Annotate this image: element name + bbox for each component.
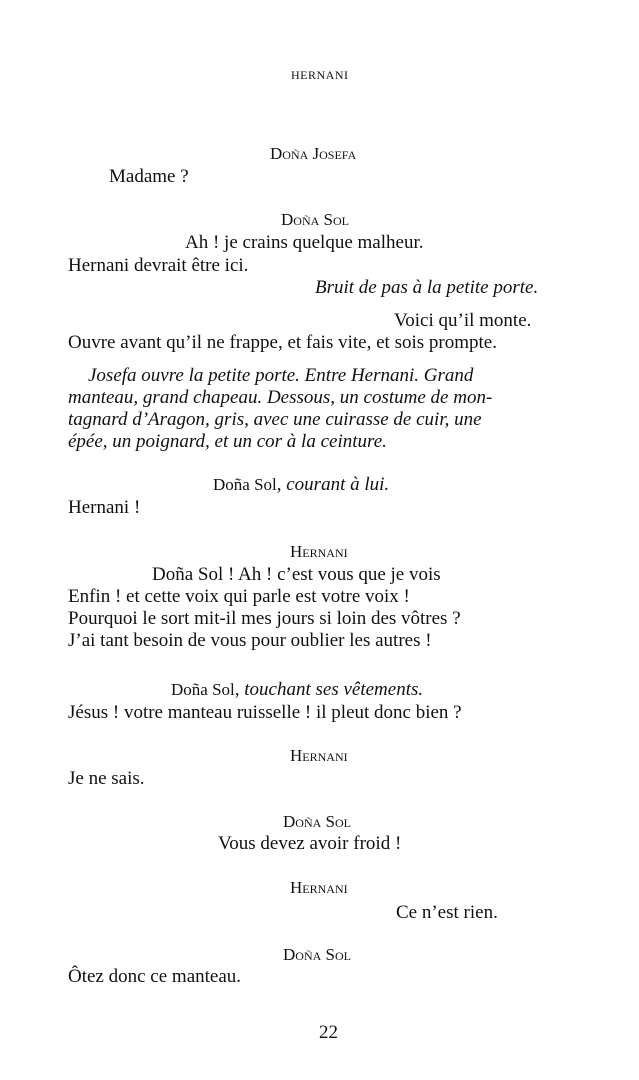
stage-direction: courant à lui. [286, 474, 390, 495]
speaker-name: Hernani [290, 542, 348, 561]
stage-direction: Bruit de pas à la petite porte. [315, 277, 539, 298]
speaker-name: Doña Sol [213, 475, 277, 494]
dialogue-line: Hernani ! [68, 497, 141, 518]
dialogue-line: Ôtez donc ce manteau. [68, 966, 242, 987]
speaker-name: Doña Josefa [270, 144, 357, 163]
page-number: 22 [319, 1022, 338, 1043]
dialogue-line: Pourquoi le sort mit-il mes jours si loin des vôtres ? [68, 608, 461, 629]
stage-direction: manteau, grand chapeau. Dessous, un costume de mon- [68, 387, 493, 408]
speaker-dona-sol [171, 679, 423, 701]
stage-direction: touchant ses vêtements. [244, 679, 424, 700]
dialogue-line: Enfin ! et cette voix qui parle est votre voix ! [68, 586, 410, 607]
speaker-dona-sol [213, 474, 389, 496]
speaker-hernani [290, 877, 348, 899]
dialogue-line: Voici qu’il monte. [394, 310, 532, 331]
speaker-dona-josefa [270, 143, 356, 165]
dialogue-line: Madame ? [109, 166, 189, 187]
dialogue-line: J’ai tant besoin de vous pour oublier les autres ! [68, 630, 432, 651]
speaker-dona-sol [283, 811, 351, 833]
speaker-hernani [290, 541, 348, 563]
running-head: HERNANI [291, 68, 349, 82]
speaker-name: Hernani [290, 878, 348, 897]
speaker-name: Doña Sol [283, 945, 351, 964]
dialogue-line: Ce n’est rien. [396, 902, 498, 923]
dialogue-line: Jésus ! votre manteau ruisselle ! il pleut donc bien ? [68, 702, 462, 723]
dialogue-line: Ah ! je crains quelque malheur. [185, 232, 424, 253]
separator: , [276, 474, 287, 495]
speaker-dona-sol [283, 944, 351, 966]
speaker-name: Hernani [290, 746, 348, 765]
dialogue-line: Doña Sol ! Ah ! c’est vous que je vois [152, 564, 441, 585]
stage-direction: Josefa ouvre la petite porte. Entre Hernani. Grand [88, 365, 474, 386]
dialogue-line: Vous devez avoir froid ! [218, 833, 402, 854]
dialogue-line: Hernani devrait être ici. [68, 255, 249, 276]
speaker-name: Doña Sol [283, 812, 351, 831]
separator: , [234, 679, 245, 700]
dialogue-line: Je ne sais. [68, 768, 145, 789]
speaker-dona-sol [281, 209, 349, 231]
stage-direction: épée, un poignard, et un cor à la ceinture. [68, 431, 387, 452]
stage-direction: tagnard d’Aragon, gris, avec une cuirasse de cuir, une [68, 409, 482, 430]
speaker-hernani [290, 745, 348, 767]
dialogue-line: Ouvre avant qu’il ne frappe, et fais vite, et sois prompte. [68, 332, 497, 353]
speaker-name: Doña Sol [171, 680, 235, 699]
speaker-name: Doña Sol [281, 210, 349, 229]
